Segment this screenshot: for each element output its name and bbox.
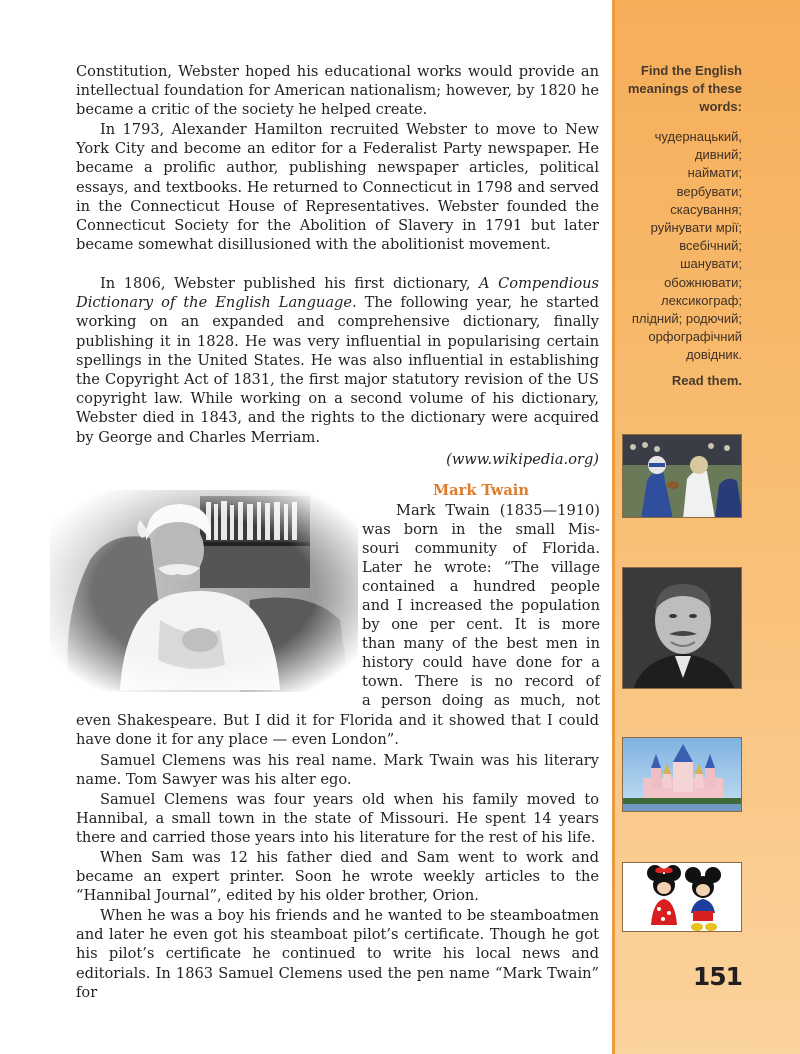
vocab-word: скасування;: [670, 201, 742, 217]
dictionary-text-start: In 1806, Webster published his first dictionary,: [100, 275, 480, 292]
dictionary-text-end: . The following year, he started working on an expanded and comprehensive dictionary, finally publishing it in 1828. He was very influential in popularising certain spellings in the United States. He was also influential in establishing the Copyright Act of 1831, the first major statutory revision of the US copyright law. While working on a second volume of his dictionary, Webster died in 1843, and the rights to the dictionary were acquired by George and Charles Merriam.: [76, 294, 599, 446]
twain-line-8: than many of the best men in: [362, 635, 600, 652]
twain-line-2: was born in the small Mis-: [362, 521, 600, 538]
vocab-word: дивний;: [694, 147, 742, 163]
vocab-word: чудернацький,: [654, 129, 742, 144]
football-photo: [622, 434, 742, 518]
vocab-word: наймати;: [687, 165, 742, 181]
vocab-word: довідник.: [686, 347, 742, 363]
section-heading-mark-twain: Mark Twain: [433, 482, 529, 499]
vocab-word: всебічний;: [679, 238, 742, 254]
dictionary-title: A Compendious Dictionary of the English Language: [76, 275, 599, 312]
paragraph-twain-name: Samuel Clemens was his real name. Mark Twain was his literary name. Tom Sawyer was his alter ego.: [76, 752, 599, 789]
instruction-line-1: Find the English: [640, 63, 742, 78]
paragraph-webster-hamilton: In 1793, Alexander Hamilton recruited Webster to move to New York City and become an editor for a Federalist Party newspaper. He became a prolific author, publishing newspaper articles, political essays, and textbooks. He returned to Connecticut in 1798 and served in the Connecticut House of Representatives. Webster founded the Connecticut Society for the Abolition of Slavery in 1791 but later became somewhat disillusioned with the abolitionist movement.: [76, 121, 599, 254]
vocab-word: обожнювати;: [664, 274, 742, 290]
twain-line-6: and I increased the population: [362, 597, 600, 614]
twain-line-5: contained a hundred people: [362, 578, 600, 595]
twain-line-4: Later he wrote: “The village: [362, 559, 600, 576]
paragraph-twain-steamboat: When he was a boy his friends and he wanted to be steamboatmen and later he even got his steamboat pilot’s certificate. Though he got his pilot’s certificate he continued to write his local news and editorials. In 1863 Samuel Clemens used the pen name “Mark Twain” for: [76, 907, 599, 1001]
paragraph-webster-constitution: Constitution, Webster hoped his educational works would provide an intellectual foundation for American nationalism; however, by 1820 he became a critic of the society he helped create.: [76, 63, 599, 119]
read-them-label: Read them.: [671, 373, 742, 388]
paragraph-webster-dictionary: [76, 274, 599, 447]
twain-line-1: Mark Twain (1835—1910): [396, 502, 600, 519]
vocab-word: вербувати;: [676, 183, 742, 199]
mark-twain-photo: [50, 490, 358, 692]
mickey-minnie-photo: [622, 862, 742, 932]
portrait-photo: [622, 567, 742, 689]
paragraph-twain-printer: When Sam was 12 his father died and Sam went to work and became an expert printer. Soon he wrote weekly articles to the “Hannibal Journal”, edited by his older brother, Orion.: [76, 849, 599, 905]
vocab-word: лексикограф;: [661, 292, 742, 308]
twain-line-9: history could have done for a: [362, 654, 600, 671]
vocab-word: руйнувати мрії;: [650, 220, 742, 236]
vocabulary-word-list: [592, 128, 742, 365]
page-number: 151: [692, 962, 742, 991]
twain-line-10: town. There is no record of: [362, 673, 600, 690]
vocab-word: шанувати;: [680, 256, 742, 272]
twain-line-11: a person doing as much, not: [362, 692, 600, 709]
castle-photo: [622, 737, 742, 812]
paragraph-twain-florida: even Shakespeare. But I did it for Florida and it showed that I could have done it for any place — even London”.: [76, 712, 599, 749]
instruction-line-3: words:: [699, 99, 742, 114]
vocab-word: орфографічний: [648, 329, 742, 345]
vocab-word: плідний; родючий;: [631, 311, 742, 327]
twain-line-7: by one per cent. It is more: [362, 616, 600, 633]
source-citation: (www.wikipedia.org): [446, 451, 599, 468]
paragraph-twain-hannibal: Samuel Clemens was four years old when his family moved to Hannibal, a small town in the state of Missouri. He spent 14 years there and carried those years into his literature for the rest of his life.: [76, 791, 599, 847]
instruction-line-2: meanings of these: [627, 81, 742, 96]
twain-line-3: souri community of Florida.: [362, 540, 600, 557]
